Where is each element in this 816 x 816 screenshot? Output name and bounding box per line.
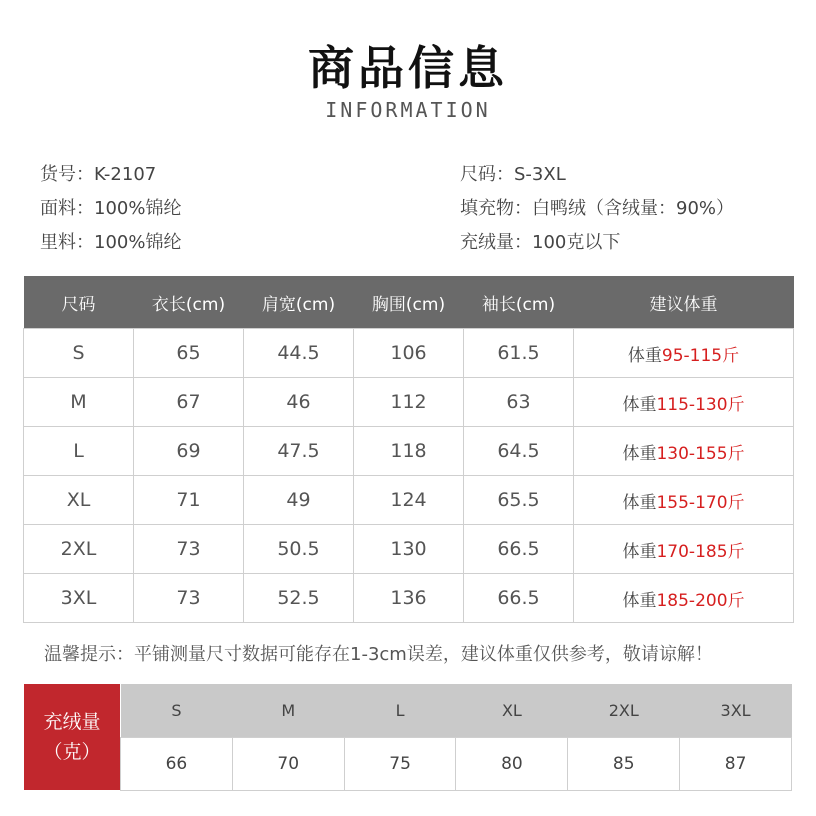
cell-size: XL (24, 476, 134, 525)
fill-value-cell: 66 (121, 738, 233, 791)
weight-unit: 斤 (727, 443, 745, 464)
column-header-weight: 建议体重 (574, 276, 794, 329)
column-header-sleeve: 袖长(cm) (464, 276, 574, 329)
weight-range: 115-130 (656, 394, 728, 415)
table-row (24, 329, 794, 378)
size-table-header (24, 276, 794, 329)
cell-chest: 118 (354, 427, 464, 476)
cell-sleeve: 63 (464, 378, 574, 427)
weight-prefix: 体重 (627, 345, 662, 366)
cell-shoulder: 49 (244, 476, 354, 525)
info-item-sku (40, 158, 181, 192)
cell-chest: 130 (354, 525, 464, 574)
cell-shoulder: 50.5 (244, 525, 354, 574)
cell-chest: 136 (354, 574, 464, 623)
table-row (24, 476, 794, 525)
cell-weight (574, 574, 794, 623)
info-right-column (460, 158, 734, 260)
info-item-filling (460, 192, 734, 226)
cell-length: 65 (134, 329, 244, 378)
weight-unit: 斤 (727, 541, 745, 562)
info-label: 货号： (40, 164, 94, 185)
fill-value-cell: 75 (344, 738, 456, 791)
fill-grid (120, 684, 792, 791)
info-item-lining (40, 226, 181, 260)
weight-prefix: 体重 (622, 394, 657, 415)
table-row (24, 525, 794, 574)
fill-size-row (121, 684, 792, 738)
page-subtitle: INFORMATION (325, 98, 491, 122)
cell-shoulder: 46 (244, 378, 354, 427)
cell-shoulder: 52.5 (244, 574, 354, 623)
page-title: 商品信息 (308, 41, 508, 95)
cell-size: 3XL (24, 574, 134, 623)
weight-prefix: 体重 (622, 492, 657, 513)
fill-size-cell: 2XL (568, 684, 680, 738)
column-header-chest: 胸围(cm) (354, 276, 464, 329)
cell-size: L (24, 427, 134, 476)
cell-size: 2XL (24, 525, 134, 574)
cell-chest: 124 (354, 476, 464, 525)
fill-value-cell: 87 (680, 738, 792, 791)
fill-amount-table (24, 684, 792, 790)
cell-sleeve: 66.5 (464, 574, 574, 623)
cell-shoulder: 47.5 (244, 427, 354, 476)
cell-chest: 112 (354, 378, 464, 427)
cell-length: 73 (134, 574, 244, 623)
fill-value-cell: 85 (568, 738, 680, 791)
cell-length: 69 (134, 427, 244, 476)
table-row (24, 378, 794, 427)
cell-weight (574, 378, 794, 427)
info-value: 100%锦纶 (94, 232, 182, 253)
cell-sleeve: 66.5 (464, 525, 574, 574)
weight-range: 130-155 (656, 443, 728, 464)
cell-weight (574, 427, 794, 476)
table-row (24, 574, 794, 623)
fill-size-cell: 3XL (680, 684, 792, 738)
fill-size-cell: S (121, 684, 233, 738)
weight-unit: 斤 (727, 492, 745, 513)
weight-range: 170-185 (656, 541, 728, 562)
tip-text: 温馨提示：平铺测量尺寸数据可能存在1-3cm误差，建议体重仅供参考，敬请谅解！ (44, 644, 713, 665)
fill-value-row (121, 738, 792, 791)
cell-sleeve: 61.5 (464, 329, 574, 378)
weight-range: 155-170 (656, 492, 728, 513)
column-header-shoulder: 肩宽(cm) (244, 276, 354, 329)
fill-size-cell: M (232, 684, 344, 738)
fill-label-line1: 充绒量 (43, 711, 101, 733)
info-value: S-3XL (514, 164, 566, 185)
table-row (24, 427, 794, 476)
cell-weight (574, 476, 794, 525)
cell-weight (574, 525, 794, 574)
weight-range: 95-115 (661, 345, 723, 366)
info-label: 面料： (40, 198, 94, 219)
info-label: 里料： (40, 232, 94, 253)
weight-prefix: 体重 (622, 590, 657, 611)
cell-length: 67 (134, 378, 244, 427)
cell-chest: 106 (354, 329, 464, 378)
weight-unit: 斤 (727, 590, 745, 611)
weight-prefix: 体重 (622, 541, 657, 562)
cell-sleeve: 65.5 (464, 476, 574, 525)
fill-size-cell: XL (456, 684, 568, 738)
fill-size-cell: L (344, 684, 456, 738)
column-header-length: 衣长(cm) (134, 276, 244, 329)
cell-size: M (24, 378, 134, 427)
info-value: 100%锦纶 (94, 198, 182, 219)
weight-unit: 斤 (727, 394, 745, 415)
info-label: 尺码： (460, 164, 514, 185)
cell-length: 73 (134, 525, 244, 574)
fill-value-cell: 70 (232, 738, 344, 791)
cell-length: 71 (134, 476, 244, 525)
cell-size: S (24, 329, 134, 378)
cell-sleeve: 64.5 (464, 427, 574, 476)
weight-unit: 斤 (722, 345, 740, 366)
info-value: 白鸭绒（含绒量：90%） (532, 198, 735, 219)
weight-prefix: 体重 (622, 443, 657, 464)
info-label: 填充物： (460, 198, 532, 219)
info-item-size-range (460, 158, 734, 192)
fill-value-cell: 80 (456, 738, 568, 791)
fill-amount-label (24, 684, 120, 790)
size-table (23, 276, 794, 623)
cell-weight (574, 329, 794, 378)
info-label: 充绒量： (460, 232, 532, 253)
column-header-size: 尺码 (24, 276, 134, 329)
info-value: 100克以下 (532, 232, 621, 253)
cell-shoulder: 44.5 (244, 329, 354, 378)
fill-label-line2: （克） (43, 741, 101, 763)
weight-range: 185-200 (656, 590, 728, 611)
info-left-column (40, 158, 181, 260)
info-item-fabric (40, 192, 181, 226)
info-item-fill-amount (460, 226, 734, 260)
info-value: K-2107 (94, 164, 157, 185)
